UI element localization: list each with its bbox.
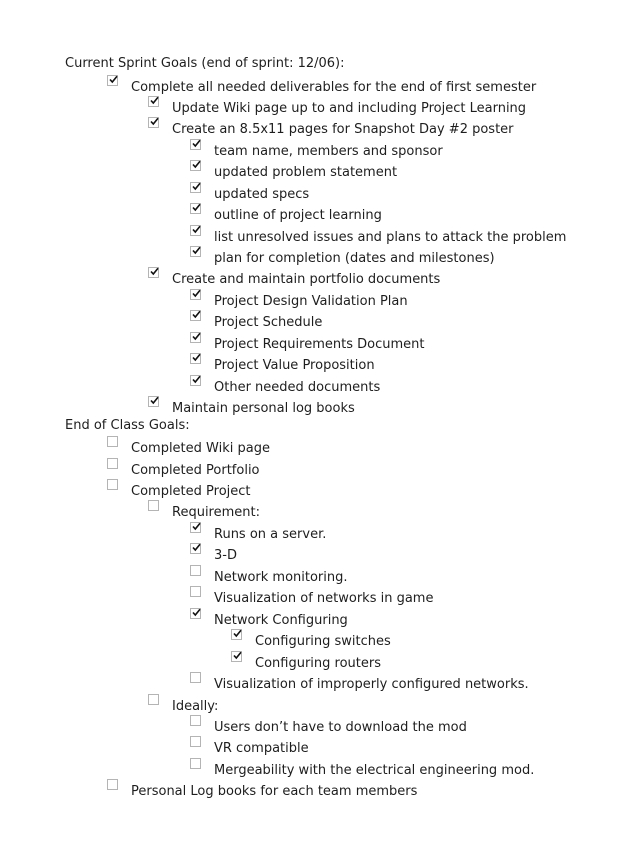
checklist-item-label: Runs on a server. [214,527,327,542]
checklist-item-label: Completed Portfolio [131,463,260,478]
checkmark-icon [150,267,159,276]
checklist-item-label: Network monitoring. [214,570,348,585]
checkmark-icon [150,96,159,105]
checkbox[interactable] [148,96,159,107]
checkmark-icon [233,629,242,638]
checklist-item-label: VR compatible [214,741,309,756]
checkbox[interactable] [231,629,242,640]
checkmark-icon [192,289,201,298]
checkmark-icon [192,332,201,341]
checkbox[interactable] [190,715,201,726]
checklist-item-label: Project Schedule [214,315,323,330]
checkbox[interactable] [148,500,159,511]
checklist-item-label: Users don’t have to download the mod [214,720,467,735]
checkmark-icon [192,543,201,552]
checklist-item-label: Project Value Proposition [214,358,375,373]
checkbox[interactable] [190,522,201,533]
checkmark-icon [192,522,201,531]
checkmark-icon [192,225,201,234]
checklist-item-label: list unresolved issues and plans to attack the problem [214,230,567,245]
checkbox[interactable] [148,117,159,128]
checkmark-icon [150,396,159,405]
checkmark-icon [192,203,201,212]
checkmark-icon [233,651,242,660]
checkbox[interactable] [190,565,201,576]
checkmark-icon [192,160,201,169]
checkmark-icon [192,310,201,319]
checkmark-icon [192,608,201,617]
checklist-item-label: Create and maintain portfolio documents [172,272,441,287]
checkbox[interactable] [107,458,118,469]
end-of-class-goals-heading: End of Class Goals: [65,418,190,433]
checklist-item-label: Create an 8.5x11 pages for Snapshot Day #2 poster [172,122,514,137]
checkbox[interactable] [107,779,118,790]
checkbox[interactable] [190,736,201,747]
checklist-item-label: Complete all needed deliverables for the end of first semester [131,80,537,95]
checklist-item-label: Ideally: [172,699,219,714]
checkmark-icon [192,375,201,384]
checkmark-icon [109,75,118,84]
checkbox[interactable] [190,289,201,300]
checkbox[interactable] [190,225,201,236]
checkbox[interactable] [190,758,201,769]
checklist-item-label: Network Configuring [214,613,348,628]
checklist-item-label: Completed Wiki page [131,441,270,456]
checkbox[interactable] [190,353,201,364]
checklist-item-label: Personal Log books for each team members [131,784,418,799]
checkmark-icon [192,182,201,191]
checkmark-icon [192,353,201,362]
checkmark-icon [192,139,201,148]
checklist-item-label: plan for completion (dates and milestones) [214,251,495,266]
checklist-item-label: Configuring routers [255,656,381,671]
checklist-item-label: Maintain personal log books [172,401,355,416]
checkbox[interactable] [231,651,242,662]
checklist-item-label: 3-D [214,548,237,563]
checkbox[interactable] [107,479,118,490]
checkbox[interactable] [190,586,201,597]
checklist-item-label: Project Design Validation Plan [214,294,408,309]
checkbox[interactable] [190,543,201,554]
checklist-item-label: outline of project learning [214,208,382,223]
checklist-item-label: Completed Project [131,484,251,499]
checkbox[interactable] [190,160,201,171]
checkbox[interactable] [190,182,201,193]
checkbox[interactable] [190,246,201,257]
checklist-item-label: team name, members and sponsor [214,144,443,159]
checklist-item-label: Visualization of networks in game [214,591,434,606]
checkbox[interactable] [190,310,201,321]
checklist-item-label: Update Wiki page up to and including Project Learning [172,101,527,116]
checklist-item-label: Project Requirements Document [214,337,425,352]
checkbox[interactable] [148,267,159,278]
checkbox[interactable] [107,436,118,447]
checkmark-icon [192,246,201,255]
checklist-item-label: Mergeability with the electrical engineering mod. [214,763,535,778]
checkbox[interactable] [107,75,118,86]
checkbox[interactable] [190,332,201,343]
checkbox[interactable] [190,139,201,150]
checkbox[interactable] [190,608,201,619]
checkbox[interactable] [190,672,201,683]
checklist-item-label: updated problem statement [214,165,398,180]
checklist-item-label: Visualization of improperly configured networks. [214,677,529,692]
checkmark-icon [150,117,159,126]
checkbox[interactable] [190,203,201,214]
checklist-item-label: Requirement: [172,505,260,520]
sprint-goals-heading: Current Sprint Goals (end of sprint: 12/06): [65,56,345,71]
checkbox[interactable] [148,396,159,407]
checklist-item-label: Other needed documents [214,380,381,395]
checklist-item-label: Configuring switches [255,634,391,649]
checkbox[interactable] [190,375,201,386]
checklist-item-label: updated specs [214,187,310,202]
checkbox[interactable] [148,694,159,705]
